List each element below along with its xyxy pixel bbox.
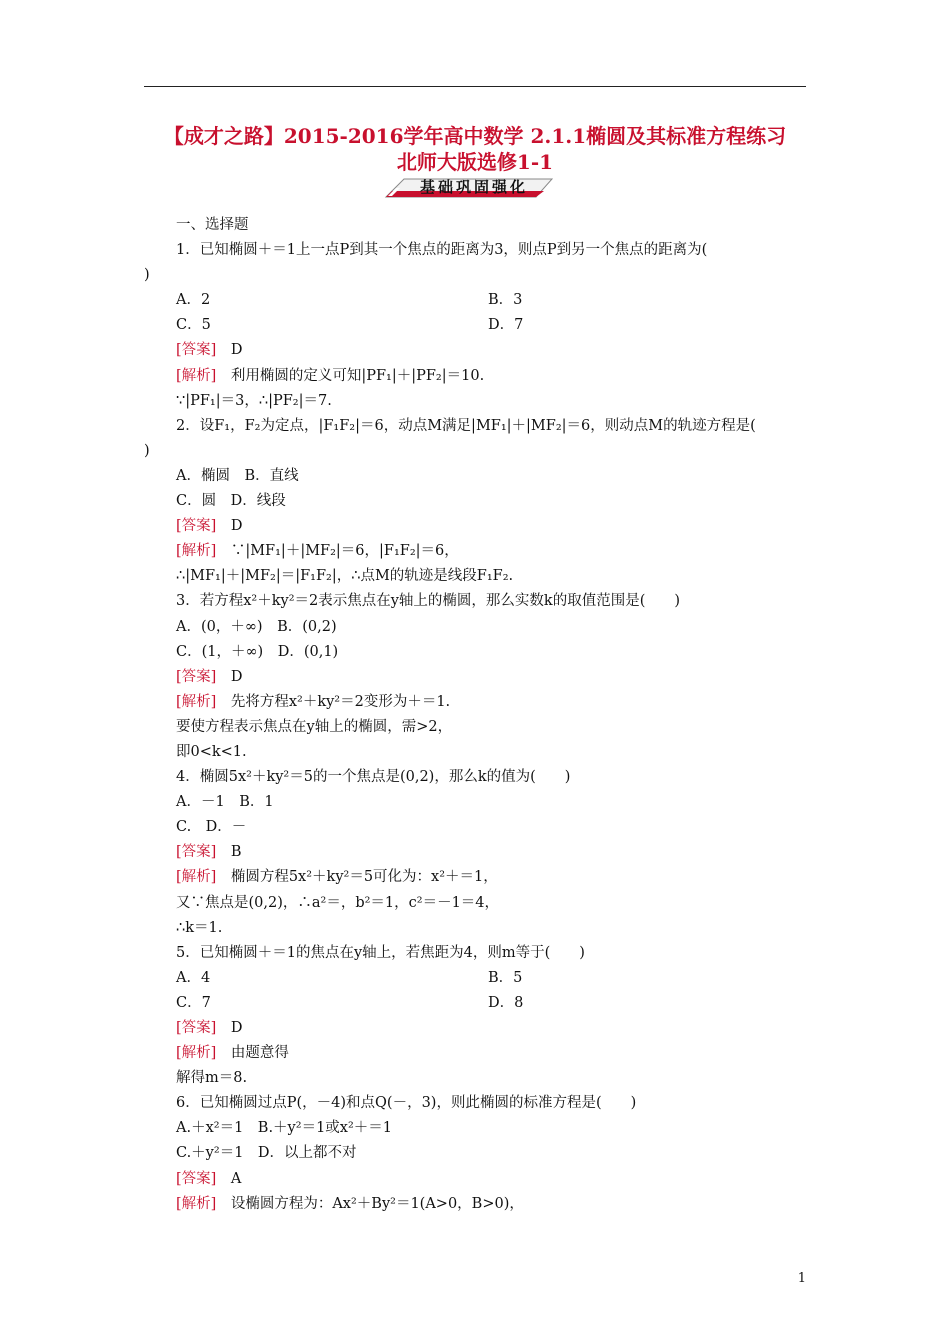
text-line bbox=[176, 539, 816, 564]
option-cell: D．7 bbox=[488, 317, 524, 334]
text-line: A．(0，＋∞) B．(0,2) bbox=[176, 618, 337, 635]
text-line: ) bbox=[144, 442, 150, 459]
text-line: 一、选择题 bbox=[176, 217, 249, 233]
text-line: C．(1，＋∞) D．(0,1) bbox=[176, 643, 339, 660]
text-line: 1．已知椭圆＋＝1上一点P到其一个焦点的距离为3，则点P到另一个焦点的距离为( bbox=[176, 242, 708, 259]
answer-text: 椭圆方程5x²＋ky²＝5可化为：x²＋＝1， bbox=[216, 869, 498, 886]
answer-tag: [解析] bbox=[176, 367, 217, 384]
answer-tag: [解析] bbox=[176, 1195, 217, 1212]
text-line: 2．设F₁，F₂为定点，|F₁F₂|＝6，动点M满足|MF₁|＋|MF₂|＝6，则动点M的轨迹方程是( bbox=[176, 417, 756, 434]
answer-text: B bbox=[216, 844, 242, 861]
answer-text: D bbox=[216, 342, 243, 359]
option-cell: C．5 bbox=[176, 317, 211, 334]
text-line bbox=[176, 364, 816, 389]
text-line bbox=[176, 665, 816, 690]
option-cell: A．4 bbox=[176, 969, 211, 986]
text-line: ∴|MF₁|＋|MF₂|＝|F₁F₂|，∴点M的轨迹是线段F₁F₂. bbox=[176, 568, 514, 585]
answer-text: 由题意得 bbox=[216, 1045, 289, 1062]
answer-text: ∵|MF₁|＋|MF₂|＝6，|F₁F₂|＝6， bbox=[216, 543, 459, 560]
text-line: C. D．－ bbox=[176, 819, 247, 836]
text-line bbox=[176, 514, 816, 539]
banner-label: 基础巩固强化 bbox=[419, 178, 528, 196]
text-line: ∴k＝1. bbox=[176, 919, 223, 936]
text-line: ∵|PF₁|＝3，∴|PF₂|＝7. bbox=[176, 392, 332, 409]
question-body bbox=[144, 213, 816, 1217]
answer-tag: [答案] bbox=[176, 844, 217, 861]
text-line bbox=[176, 865, 816, 890]
text-line: 6．已知椭圆过点P(，－4)和点Q(－，3)，则此椭圆的标准方程是( ) bbox=[176, 1095, 637, 1112]
answer-tag: [解析] bbox=[176, 693, 217, 710]
text-line: 3．若方程x²＋ky²＝2表示焦点在y轴上的椭圆，那么实数k的取值范围是( ) bbox=[176, 593, 681, 610]
option-cell: B．3 bbox=[488, 292, 523, 309]
answer-text: A bbox=[216, 1170, 242, 1187]
section-banner bbox=[384, 175, 554, 199]
text-line: A．椭圆 B．直线 bbox=[176, 467, 299, 484]
answer-text: 设椭圆方程为：Ax²＋By²＝1(A>0，B>0)， bbox=[216, 1195, 524, 1212]
text-line: A.＋x²＝1 B.＋y²＝1或x²＋＝1 bbox=[176, 1120, 393, 1137]
answer-tag: [答案] bbox=[176, 1020, 217, 1036]
text-line bbox=[176, 288, 816, 313]
document-subtitle: 北师大版选修1-1 bbox=[396, 150, 554, 174]
answer-tag: [答案] bbox=[176, 342, 217, 359]
text-line bbox=[176, 313, 816, 338]
answer-tag: [答案] bbox=[176, 1170, 217, 1187]
answer-text: D bbox=[216, 1020, 243, 1036]
document-title: 【成才之路】2015-2016学年高中数学 2.1.1椭圆及其标准方程练习 bbox=[163, 124, 787, 148]
answer-tag: [答案] bbox=[176, 518, 217, 535]
text-line bbox=[176, 1192, 816, 1217]
text-line bbox=[176, 690, 816, 715]
answer-text: 利用椭圆的定义可知|PF₁|＋|PF₂|＝10. bbox=[216, 367, 485, 384]
option-cell: D．8 bbox=[488, 994, 524, 1011]
text-line: 解得m＝8. bbox=[176, 1070, 248, 1087]
text-line bbox=[176, 1041, 816, 1066]
text-line: C.＋y²＝1 D．以上都不对 bbox=[176, 1145, 357, 1162]
text-line bbox=[176, 338, 816, 363]
text-line bbox=[176, 840, 816, 865]
page-number: 1 bbox=[797, 1271, 806, 1286]
top-rule bbox=[144, 86, 806, 87]
answer-tag: [解析] bbox=[176, 543, 217, 560]
answer-text: D bbox=[216, 668, 243, 685]
text-line bbox=[176, 1167, 816, 1192]
answer-text: 先将方程x²＋ky²＝2变形为＋＝1. bbox=[216, 693, 451, 710]
option-cell: A．2 bbox=[176, 292, 211, 309]
text-line bbox=[176, 991, 816, 1016]
text-line bbox=[176, 966, 816, 991]
text-line: 又∵焦点是(0,2)，∴a²＝，b²＝1，c²＝－1＝4， bbox=[176, 894, 500, 911]
answer-tag: [解析] bbox=[176, 1045, 217, 1062]
text-line: 4．椭圆5x²＋ky²＝5的一个焦点是(0,2)，那么k的值为( ) bbox=[176, 769, 571, 786]
text-line: ) bbox=[144, 267, 150, 284]
option-cell: C．7 bbox=[176, 994, 211, 1011]
text-line: A．－1 B．1 bbox=[176, 794, 274, 811]
answer-text: D bbox=[216, 518, 243, 535]
text-line: C．圆 D．线段 bbox=[176, 493, 286, 510]
text-line bbox=[176, 1016, 816, 1041]
text-line: 5．已知椭圆＋＝1的焦点在y轴上，若焦距为4，则m等于( ) bbox=[176, 944, 585, 961]
text-line: 要使方程表示焦点在y轴上的椭圆，需>2， bbox=[176, 718, 453, 735]
answer-tag: [答案] bbox=[176, 668, 217, 685]
text-line: 即0<k<1. bbox=[176, 743, 247, 760]
option-cell: B．5 bbox=[488, 969, 523, 986]
answer-tag: [解析] bbox=[176, 869, 217, 886]
